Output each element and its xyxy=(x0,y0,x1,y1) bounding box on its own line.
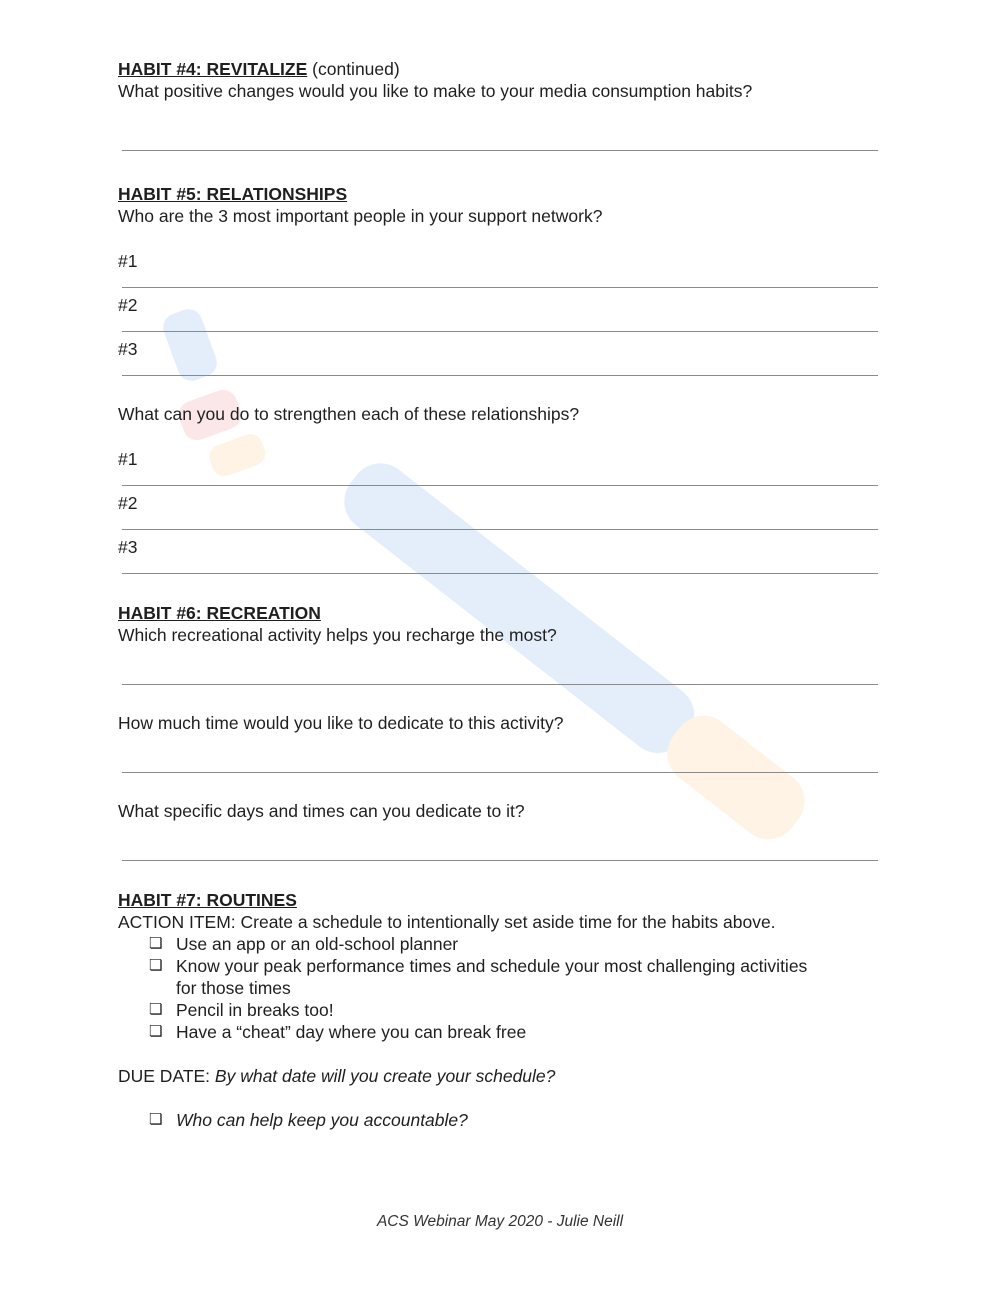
bullet-2: Know your peak performance times and schedule your most challenging activities xyxy=(176,956,808,976)
page-footer: ACS Webinar May 2020 - Julie Neill xyxy=(376,1213,624,1230)
answer-line-list2-1[interactable] xyxy=(122,485,878,486)
due-date-label: DUE DATE: xyxy=(118,1066,211,1086)
habit5-heading: HABIT #5: RELATIONSHIPS xyxy=(118,184,348,204)
list1-label-1: #1 xyxy=(118,251,138,271)
habit7-action-item: ACTION ITEM: Create a schedule to intentionally set aside time for the habits above. xyxy=(118,912,776,932)
habit5-question1: Who are the 3 most important people in your support network? xyxy=(118,206,603,226)
answer-line-habit6-3[interactable] xyxy=(122,860,878,861)
bullet-3: Pencil in breaks too! xyxy=(176,1000,334,1020)
answer-line-list2-3[interactable] xyxy=(122,573,878,574)
bullet-1: Use an app or an old-school planner xyxy=(176,934,459,954)
habit6-question1: Which recreational activity helps you recharge the most? xyxy=(118,625,557,645)
bullet-2-continued: for those times xyxy=(176,978,291,998)
habit6-question2: How much time would you like to dedicate to this activity? xyxy=(118,713,564,733)
answer-line-habit6-1[interactable] xyxy=(122,684,878,685)
habit4-heading-line xyxy=(118,58,400,80)
checkbox-icon[interactable]: ❏ xyxy=(149,957,163,974)
checkbox-icon[interactable]: ❏ xyxy=(149,1111,163,1128)
due-date-line xyxy=(118,1065,555,1087)
answer-line-habit4[interactable] xyxy=(122,150,878,151)
checkbox-icon[interactable]: ❏ xyxy=(149,1023,163,1040)
answer-line-list1-2[interactable] xyxy=(122,331,878,332)
answer-line-habit6-2[interactable] xyxy=(122,772,878,773)
accountability-question: Who can help keep you accountable? xyxy=(176,1110,468,1130)
habit7-heading: HABIT #7: ROUTINES xyxy=(118,890,297,910)
habit4-heading-suffix: (continued) xyxy=(312,59,400,79)
answer-line-list2-2[interactable] xyxy=(122,529,878,530)
list1-label-2: #2 xyxy=(118,295,138,315)
habit6-heading: HABIT #6: RECREATION xyxy=(118,603,321,623)
checkbox-icon[interactable]: ❏ xyxy=(149,1001,163,1018)
habit4-question: What positive changes would you like to make to your media consumption habits? xyxy=(118,81,753,101)
habit4-heading: HABIT #4: REVITALIZE xyxy=(118,59,308,79)
habit5-question2: What can you do to strengthen each of these relationships? xyxy=(118,404,580,424)
answer-line-list1-3[interactable] xyxy=(122,375,878,376)
list1-label-3: #3 xyxy=(118,339,138,359)
list2-label-3: #3 xyxy=(118,537,138,557)
due-date-prompt: By what date will you create your schedule? xyxy=(214,1066,556,1086)
habit6-question3: What specific days and times can you dedicate to it? xyxy=(118,801,525,821)
list2-label-2: #2 xyxy=(118,493,138,513)
checkbox-icon[interactable]: ❏ xyxy=(149,935,163,952)
list2-label-1: #1 xyxy=(118,449,138,469)
answer-line-list1-1[interactable] xyxy=(122,287,878,288)
bullet-4: Have a “cheat” day where you can break free xyxy=(176,1022,527,1042)
